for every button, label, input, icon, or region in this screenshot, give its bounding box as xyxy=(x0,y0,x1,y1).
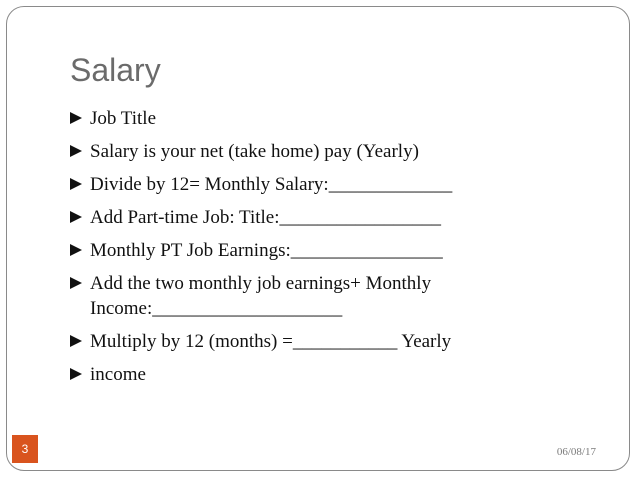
bullet-text: Salary is your net (take home) pay (Yearly) xyxy=(90,141,419,162)
bullet-item xyxy=(70,329,530,354)
bullet-item xyxy=(70,205,530,230)
bullet-arrow-icon xyxy=(70,277,82,289)
bullet-item xyxy=(70,238,530,263)
bullet-arrow-icon xyxy=(70,145,82,157)
bullet-item xyxy=(70,172,530,197)
bullet-text: Add Part-time Job: Title:_________________ xyxy=(90,207,441,228)
bullet-item xyxy=(70,106,530,131)
bullet-item xyxy=(70,271,530,321)
bullet-text: Multiply by 12 (months) =___________ Yearly xyxy=(90,331,452,352)
bullet-arrow-icon xyxy=(70,178,82,190)
bullet-text: income xyxy=(90,364,146,385)
bullet-text: Divide by 12= Monthly Salary:_____________ xyxy=(90,174,453,195)
bullet-item xyxy=(70,362,530,387)
bullet-text: Add the two monthly job earnings+ Monthly Income:____________________ xyxy=(90,273,432,319)
bullet-text: Monthly PT Job Earnings:________________ xyxy=(90,240,443,261)
slide-number-badge: 3 xyxy=(12,435,38,463)
bullet-arrow-icon xyxy=(70,335,82,347)
bullet-text: Job Title xyxy=(90,108,157,129)
bullet-arrow-icon xyxy=(70,112,82,124)
bullet-item xyxy=(70,139,530,164)
bullet-arrow-icon xyxy=(70,244,82,256)
bullet-arrow-icon xyxy=(70,211,82,223)
bullet-arrow-icon xyxy=(70,368,82,380)
slide-title: Salary xyxy=(70,52,161,88)
slide-date: 06/08/17 xyxy=(556,446,596,458)
bullet-list xyxy=(70,106,530,395)
